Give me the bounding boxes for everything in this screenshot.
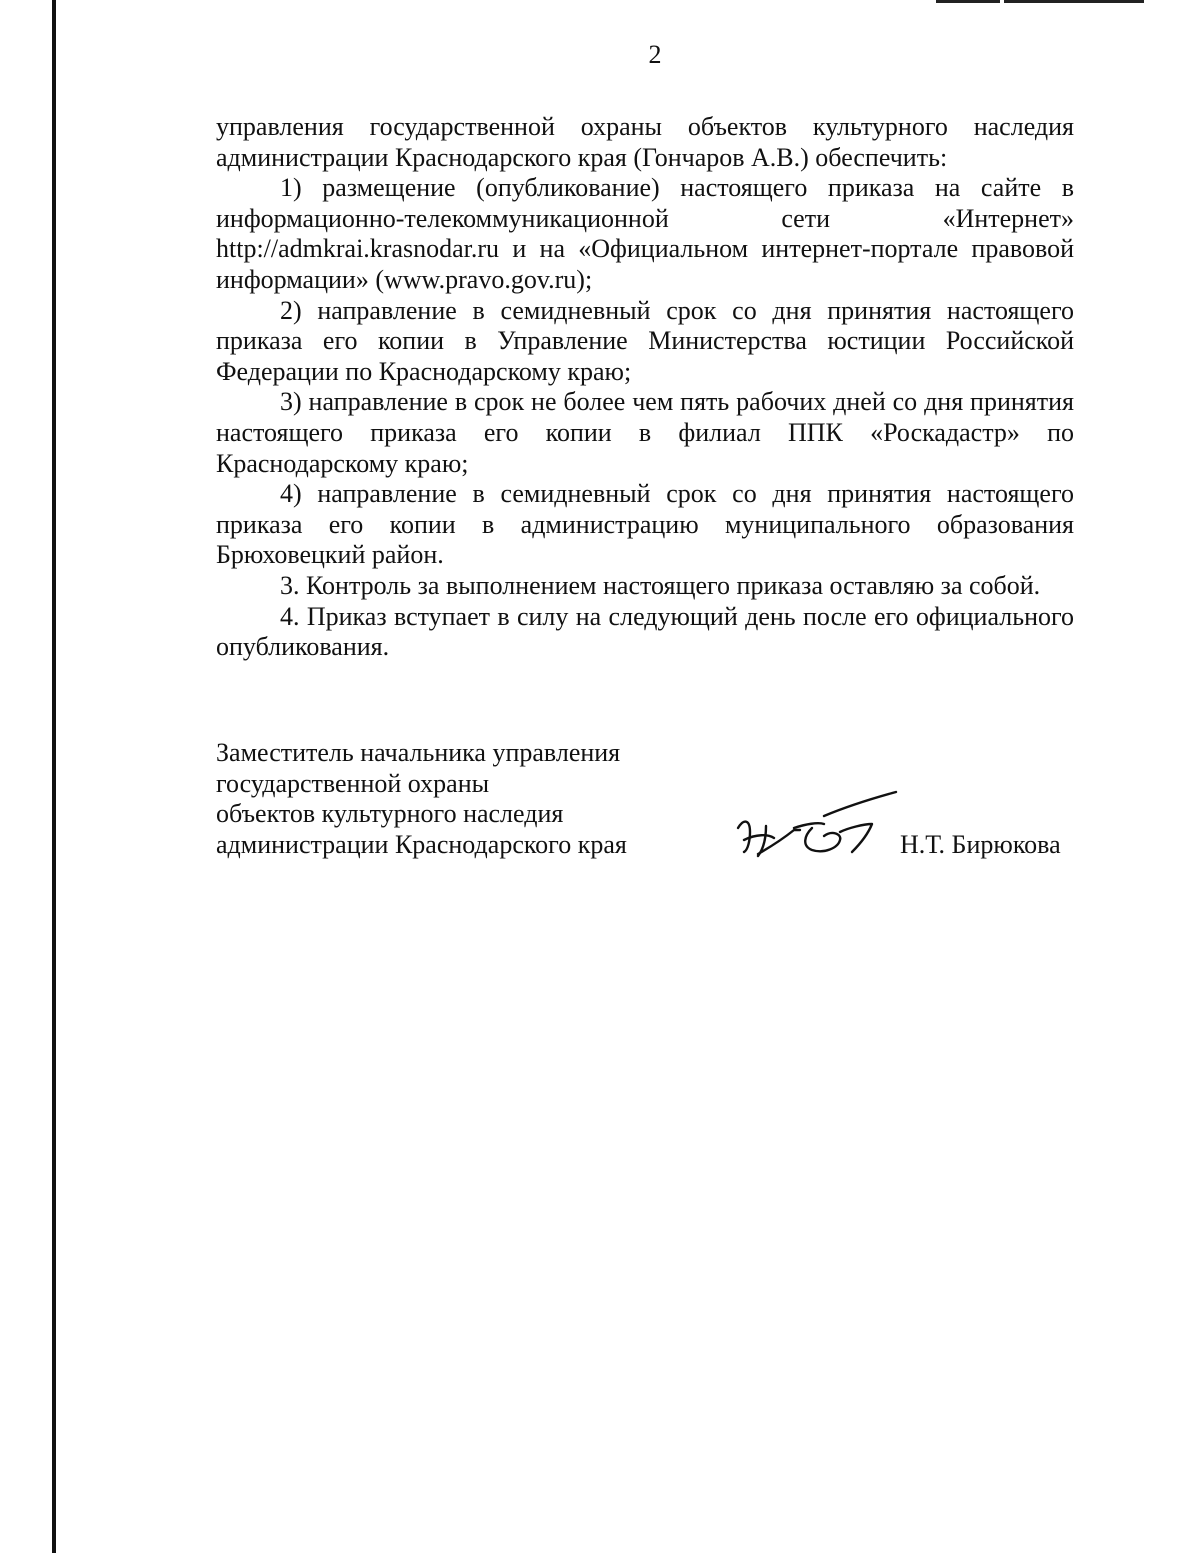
paragraph-item-2: 2) направление в семидневный срок со дня принятия настоящего приказа его копии в Управление Министерства юстиции Российской Федерации по Краснодарскому краю; [216, 295, 1074, 386]
signer-title-line: государственной охраны [216, 768, 490, 798]
signer-title-line: Заместитель начальника управления [216, 738, 621, 767]
signer-title-line: объектов культурного наследия [216, 799, 564, 829]
signer-name: Н.Т. Бирюкова [900, 830, 1061, 859]
paragraph-item-4: 4) направление в семидневный срок со дня принятия настоящего приказа его копии в администрацию муниципального образования Брюховецкий район. [216, 479, 1074, 570]
scan-left-edge [52, 0, 56, 1553]
handwritten-signature [728, 788, 898, 868]
paragraph-item-1: 1) размещение (опубликование) настоящего приказа на сайте в информационно-телекоммуникационной сети «Интернет» http://admkrai.krasnodar.ru и на «Официальном интернет-портале правовой информации» (www.pravo.gov.ru); [216, 173, 1074, 294]
paragraph-intro: управления государственной охраны объектов культурного наследия администрации Краснодарского края (Гончаров А.В.) обеспечить: [216, 112, 1074, 172]
document-body [216, 112, 1074, 663]
scan-top-edge [1004, 0, 1144, 3]
paragraph-item-3: 3) направление в срок не более чем пять рабочих дней со дня принятия настоящего приказа его копии в филиал ППК «Роскадастр» по Краснодарскому краю; [216, 387, 1074, 478]
signer-title-line: администрации Краснодарского края [216, 829, 627, 859]
scan-top-edge [936, 0, 1000, 3]
paragraph-effect: 4. Приказ вступает в силу на следующий день после его официального опубликования. [216, 601, 1074, 662]
signature-block [216, 738, 1076, 868]
page-number: 2 [648, 40, 662, 69]
paragraph-control: 3. Контроль за выполнением настоящего приказа оставляю за собой. [280, 570, 1041, 600]
